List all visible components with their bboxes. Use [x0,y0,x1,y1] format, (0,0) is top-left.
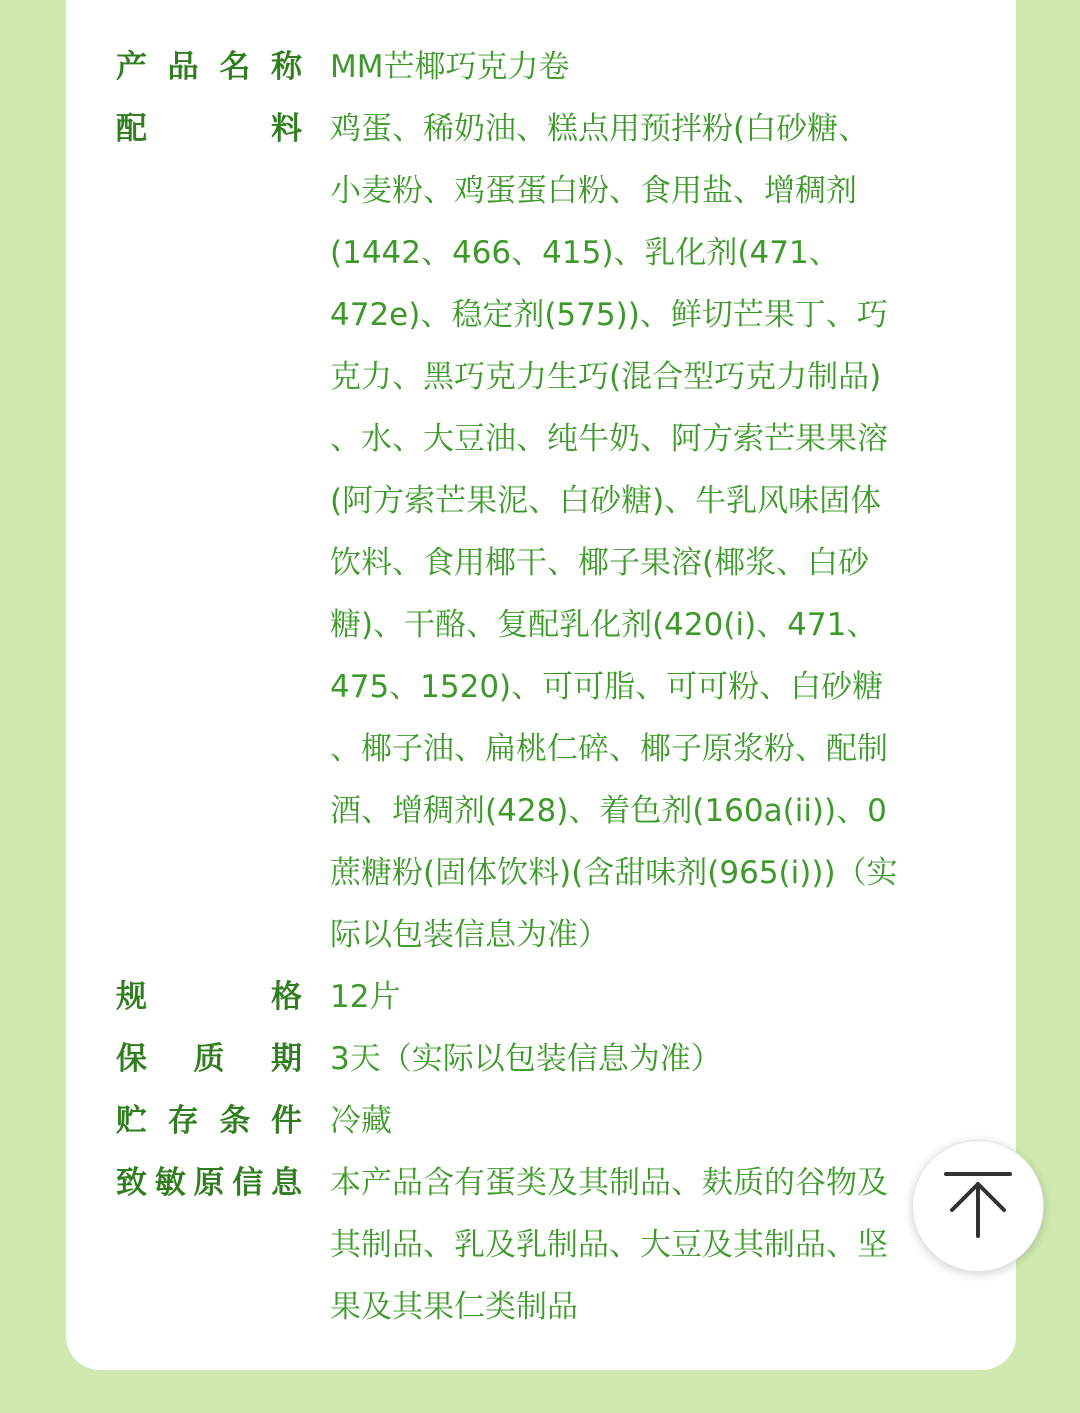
value-shelf-life: 3天（实际以包装信息为准） [330,1041,722,1077]
row-storage [116,1090,966,1152]
value-product-name: MM芒椰巧克力卷 [330,49,570,85]
label-shelf-life: 保 质 期 [116,1041,302,1077]
value-allergen-info: 本产品含有蛋类及其制品、麸质的谷物及 其制品、乳及乳制品、大豆及其制品、坚 果及其果仁类制品 [330,1165,888,1325]
scroll-to-top-button[interactable] [912,1140,1044,1272]
row-ingredients [116,98,966,966]
arrow-up-to-top-icon [942,1168,1014,1244]
value-specification: 12片 [330,979,401,1015]
label-storage: 贮 存 条 件 [116,1103,302,1139]
row-product-name [116,36,966,98]
value-storage: 冷藏 [330,1103,392,1139]
row-allergen-info [116,1152,966,1338]
label-specification: 规 格 [116,979,302,1015]
product-info-table [116,36,966,1338]
row-specification [116,966,966,1028]
label-product-name: 产 品 名 称 [116,49,302,85]
product-info-card [66,0,1016,1370]
row-shelf-life [116,1028,966,1090]
value-ingredients: 鸡蛋、稀奶油、糕点用预拌粉(白砂糖、 小麦粉、鸡蛋蛋白粉、食用盐、增稠剂 (1442、466、415)、乳化剂(471、 472e)、稳定剂(575))、鲜切芒果丁、巧 克力、黑巧克力生巧(混合型巧克力制品) 、水、大豆油、纯牛奶、阿方索芒果果溶 (阿方索芒果泥、白砂糖)、牛乳风味固体 饮料、食用椰干、椰子果溶(椰浆、白砂 糖)、干酪、复配乳化剂(420(i)、471、 475、1520)、可可脂、可可粉、白砂糖 、椰子油、扁桃仁碎、椰子原浆粉、配制 酒、增稠剂(428)、着色剂(160a(ii))、0 蔗糖粉(固体饮料)(含甜味剂(965(i)))（实 际以包装信息为准） [330,111,898,953]
label-allergen-info: 致 敏 原 信 息 [116,1165,302,1201]
label-ingredients: 配 料 [116,111,302,147]
